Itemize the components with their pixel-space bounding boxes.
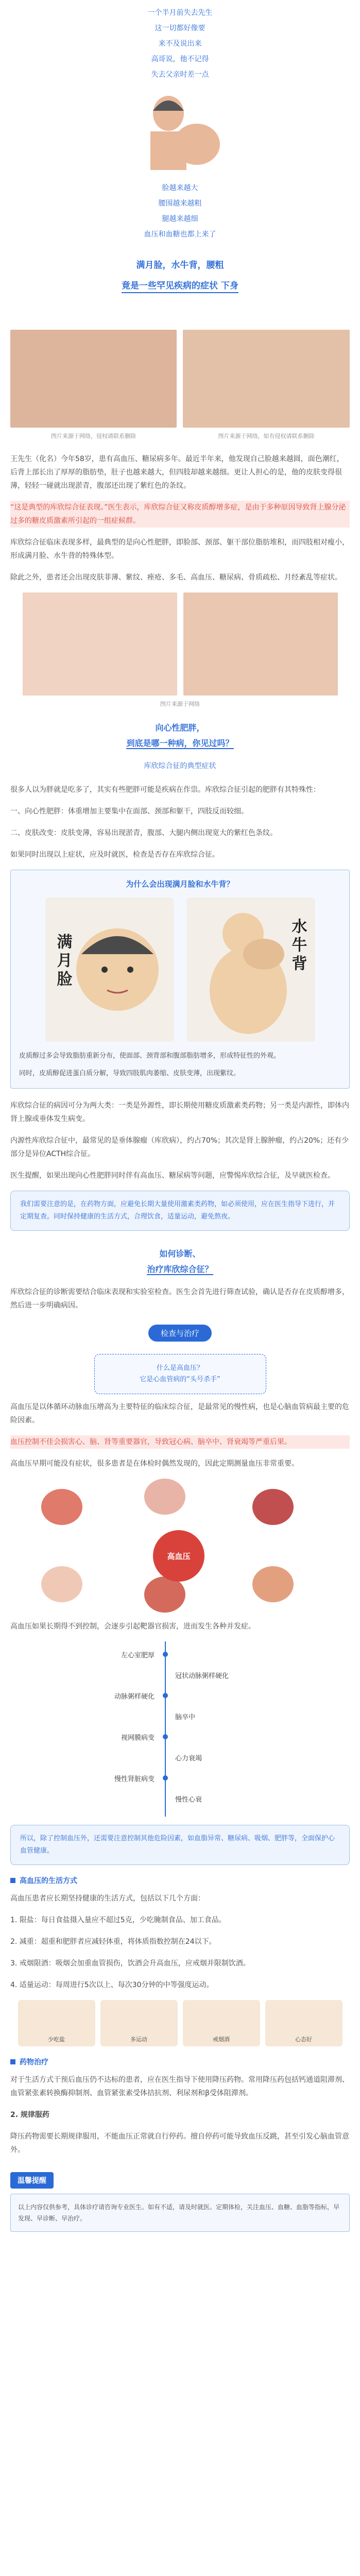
no-smoking-illustration (183, 2000, 260, 2046)
brain-icon (144, 1479, 185, 1515)
hero-line: 腿越来越细 (162, 215, 198, 223)
info-line: 它是心血管病的“头号杀手” (140, 1376, 220, 1383)
back-photo (10, 330, 177, 428)
timeline-dot (163, 1775, 168, 1781)
faces-note-2: 同时，皮质醇促进蛋白质分解，导致四肢肌肉萎缩、皮肤变薄，出现紫纹。 (19, 1070, 241, 1077)
risk-callout: 所以，除了控制血压外，还需要注意控制其他危险因素，如血脂异常、糖尿病、吸烟、肥胖等，全面保护心血管健康。 (10, 1825, 350, 1865)
tip-callout: 我们需要注意的是，在药物方面，应避免长期大量使用激素类药物，如必须使用，应在医生指导下进行，并定期复查。同时保持健康的生活方式，合理饮食，适量运动，避免熬夜。 (10, 1191, 350, 1231)
hero-line: 脸越来越大 (162, 184, 198, 192)
lifestyle-intro: 高血压患者应长期坚持健康的生活方式，包括以下几个方面： (10, 1894, 205, 1903)
hero-line: 腰围越来越粗 (158, 199, 202, 208)
lifestyle-item: 2. 减重：超重和肥胖者应减轻体重，将体质指数控制在24以下。 (10, 1938, 216, 1946)
timeline-dot (163, 1734, 168, 1739)
moon-face-label: 满月脸 (54, 934, 72, 989)
question-title-1 (10, 720, 350, 751)
drug-paragraph-1: 对于生活方式干预后血压仍不达标的患者，应在医生指导下使用降压药物。常用降压药包括钙通道阻滞剂、血管紧张素转换酶抑制剂、血管紧张素受体拮抗剂、利尿剂和β受体阻滞剂。 (10, 2076, 349, 2097)
hand-caption: 图片来源于网络 (160, 701, 200, 707)
hero-title: 满月脸，水牛背，腰粗 (136, 260, 224, 270)
info-line: 什么是高血压？ (156, 1364, 203, 1372)
poem-line: 高哥说，他不记得 (151, 55, 209, 63)
hero-lines (10, 180, 350, 242)
lifestyle-item: 4. 适量运动：每周进行5次以上、每次30分钟的中等强度运动。 (10, 1981, 214, 1989)
hero-section (10, 0, 350, 330)
vessel-icon (144, 1577, 185, 1613)
complication-timeline (10, 1641, 350, 1817)
timeline-line (165, 1641, 166, 1817)
lifestyle-heading (10, 1875, 350, 1886)
section-pill: 检查与治疗 (148, 1325, 212, 1342)
hypertension-paragraph-2: 血压控制不佳会损害心、脑、肾等重要器官，导致冠心病、脑卒中、肾衰竭等严重后果。 (10, 1435, 350, 1449)
photo-caption: 图片来源于网络，侵权请联系删除 (51, 433, 136, 439)
treat-intro: 库欣综合征的诊断需要结合临床表现和实验室检查。医生会首先进行筛查试验，确认是否存在皮质醇增多，然后进一步明确病因。 (10, 1288, 349, 1310)
faces-illustration (19, 897, 341, 1042)
lifestyle-heading-text: 高血压的生活方式 (20, 1877, 77, 1885)
hypertension-paragraph-1: 高血压是以体循环动脉血压增高为主要特征的临床综合征，是最常见的慢性病，也是心脑血管病最主要的危险因素。 (10, 1403, 349, 1425)
pill-wrap (10, 1325, 350, 1342)
timeline-dot (163, 1652, 168, 1657)
causes-paragraph-1: 库欣综合征的病因可分为两大类：一类是外源性，即长期使用糖皮质激素类药物；另一类是内源性，即体内肾上腺或垂体发生病变。 (10, 1101, 349, 1123)
timeline-left-item: 慢性肾脏病变 (114, 1775, 155, 1783)
question-line: 向心性肥胖， (155, 723, 205, 733)
square-icon (10, 1878, 15, 1883)
poem-line: 这一切都好像要 (155, 24, 205, 32)
illustration-label: 多运动 (130, 2036, 147, 2043)
timeline-right-item: 慢性心衰 (175, 1796, 202, 1804)
hero-poem (10, 5, 350, 82)
timeline-left-item: 左心室肥厚 (121, 1652, 155, 1659)
photo-captions-1 (10, 428, 350, 440)
abdomen-photo (183, 330, 350, 428)
lifestyle-item: 3. 戒烟限酒：吸烟会加重血管损伤，饮酒会升高血压，应戒烟并限制饮酒。 (10, 1959, 250, 1968)
illustration-label: 戒烟酒 (213, 2036, 230, 2043)
intro-paragraph-4: 除此之外，患者还会出现皮肤菲薄、紫纹、痤疮、多毛、高血压、糖尿病、骨质疏松、月经紊乱等症状。 (10, 573, 342, 582)
question-line: 如何诊断、 (159, 1249, 201, 1259)
poem-line: 来不及说出来 (158, 40, 202, 48)
intro-paragraph-3: 库欣综合征临床表现多样，最典型的是向心性肥胖，即脸部、颈部、躯干部位脂肪堆积，而四肢相对瘦小，形成满月脸、水牛背的特殊体型。 (10, 538, 349, 560)
info-box (94, 1354, 266, 1394)
q1-paragraph-3: 二、皮肤改变：皮肤变薄，容易出现淤青，腹部、大腿内侧出现宽大的紫红色条纹。 (10, 829, 277, 837)
moon-face-card (45, 897, 174, 1042)
kidney-icon (252, 1489, 294, 1525)
drug-paragraph-2: 2. 规律服药 (10, 2111, 49, 2119)
q1-paragraph-1: 很多人以为胖就是吃多了，其实有些肥胖可能是疾病在作祟。库欣综合征引起的肥胖有其特殊性： (10, 786, 320, 794)
timeline-dot (163, 1693, 168, 1698)
hand-photo (23, 592, 177, 696)
causes-paragraph-3: 医生提醒，如果出现向心性肥胖同时伴有高血压、糖尿病等问题，应警惕库欣综合征，及早就医检查。 (10, 1172, 335, 1180)
hypertension-paragraph-3: 高血压早期可能没有症状，很多患者是在体检时偶然发现的，因此定期测量血压非常重要。 (10, 1460, 299, 1468)
drug-heading (10, 2057, 350, 2067)
q1-paragraph-4: 如果同时出现以上症状，应及时就医，检查是否存在库欣综合征。 (10, 851, 219, 859)
buffalo-hump-label: 水牛背 (288, 918, 307, 974)
hero-portrait-image (140, 82, 222, 170)
question-title-text: 到底是哪一种病，你见过吗？ (126, 738, 234, 748)
square-icon (10, 2059, 15, 2064)
timeline-left-item: 动脉粥样硬化 (114, 1693, 155, 1701)
photo-caption: 图片来源于网络，如有侵权请联系删除 (218, 433, 315, 439)
mood-illustration (265, 2000, 342, 2046)
timeline-left-item: 视网膜病变 (121, 1734, 155, 1742)
article-content (10, 0, 350, 2576)
drug-heading-text: 药物治疗 (20, 2058, 48, 2066)
exercise-illustration (100, 2000, 178, 2046)
limb-icon (252, 1566, 294, 1602)
eye-icon (41, 1566, 82, 1602)
poem-line: 失去父亲时差一点 (151, 71, 209, 79)
footer-label: 温馨提醒 (10, 2172, 54, 2189)
question-subtitle: 库欣综合征的典型症状 (144, 762, 216, 770)
timeline-intro: 高血压如果长期得不到控制，会逐步引起靶器官损害，进而发生各种并发症。 (10, 1622, 255, 1631)
question-title-2 (10, 1246, 350, 1277)
leg-photo (183, 592, 338, 696)
hero-line: 血压和血糖也都上来了 (144, 230, 216, 239)
organs-diagram (10, 1479, 350, 1613)
question-title-text: 治疗库欣综合征？ (147, 1264, 213, 1274)
buffalo-hump-card (186, 897, 315, 1042)
faces-note-1: 皮质醇过多会导致脂肪重新分布，使面部、颈背部和腹部脂肪增多，形成特征性的外观。 (19, 1052, 281, 1060)
footer-text: 以上内容仅供参考，具体诊疗请咨询专业医生。如有不适，请及时就医。定期体检，关注血压、血糖、血脂等指标，早发现、早诊断、早治疗。 (10, 2194, 350, 2232)
faces-box (10, 870, 350, 1089)
salt-illustration (18, 2000, 95, 2046)
illustration-label: 少吃盐 (48, 2036, 65, 2043)
drug-paragraph-3: 降压药物需要长期规律服用，不能血压正常就自行停药。擅自停药可能导致血压反跳，甚至引发心脑血管意外。 (10, 2132, 349, 2154)
timeline-right-item: 脑卒中 (175, 1714, 196, 1721)
photo-row-1 (10, 330, 350, 428)
photo-row-2 (10, 592, 350, 696)
q1-paragraph-2: 一、向心性肥胖：体重增加主要集中在面部、颈部和躯干，四肢反而较细。 (10, 807, 248, 816)
hero-subtitle (10, 278, 350, 291)
intro-paragraph-1: 王先生（化名）今年58岁，患有高血压、糖尿病多年。最近半年来，他发现自己脸越来越圆，面色潮红，后背上部长出了厚厚的脂肪垫，肚子也越来越大，但四肢却越来越细。更让人担心的是，他的皮肤变得很薄，轻轻一碰就出现淤青，腹部还出现了紫红色的条纹。 (10, 455, 344, 490)
lifestyle-illustrations (10, 2000, 350, 2046)
intro-paragraph-2: “这是典型的库欣综合征表现。”医生表示，库欣综合征又称皮质醇增多症，是由于多种原因导致肾上腺分泌过多的糖皮质激素所引起的一组症候群。 (10, 501, 350, 528)
hypertension-badge: 高血压 (153, 1530, 204, 1582)
causes-paragraph-2: 内源性库欣综合征中，最常见的是垂体腺瘤（库欣病），约占70%；其次是肾上腺肿瘤，约占20%；还有少部分是异位ACTH综合征。 (10, 1137, 349, 1158)
timeline-right-item: 冠状动脉粥样硬化 (175, 1672, 229, 1680)
heart-icon (41, 1489, 82, 1525)
poem-line: 一个半月前失去先生 (147, 9, 213, 17)
faces-header: 为什么会出现满月脸和水牛背？ (126, 879, 234, 889)
footer-section (10, 2172, 350, 2232)
timeline-right-item: 心力衰竭 (175, 1755, 202, 1762)
illustration-label: 心态好 (295, 2036, 312, 2043)
lifestyle-item: 1. 限盐：每日食盐摄入量应不超过5克，少吃腌制食品、加工食品。 (10, 1916, 226, 1924)
hero-subtitle-text: 竟是一些罕见疾病的症状 下身 (122, 281, 238, 293)
